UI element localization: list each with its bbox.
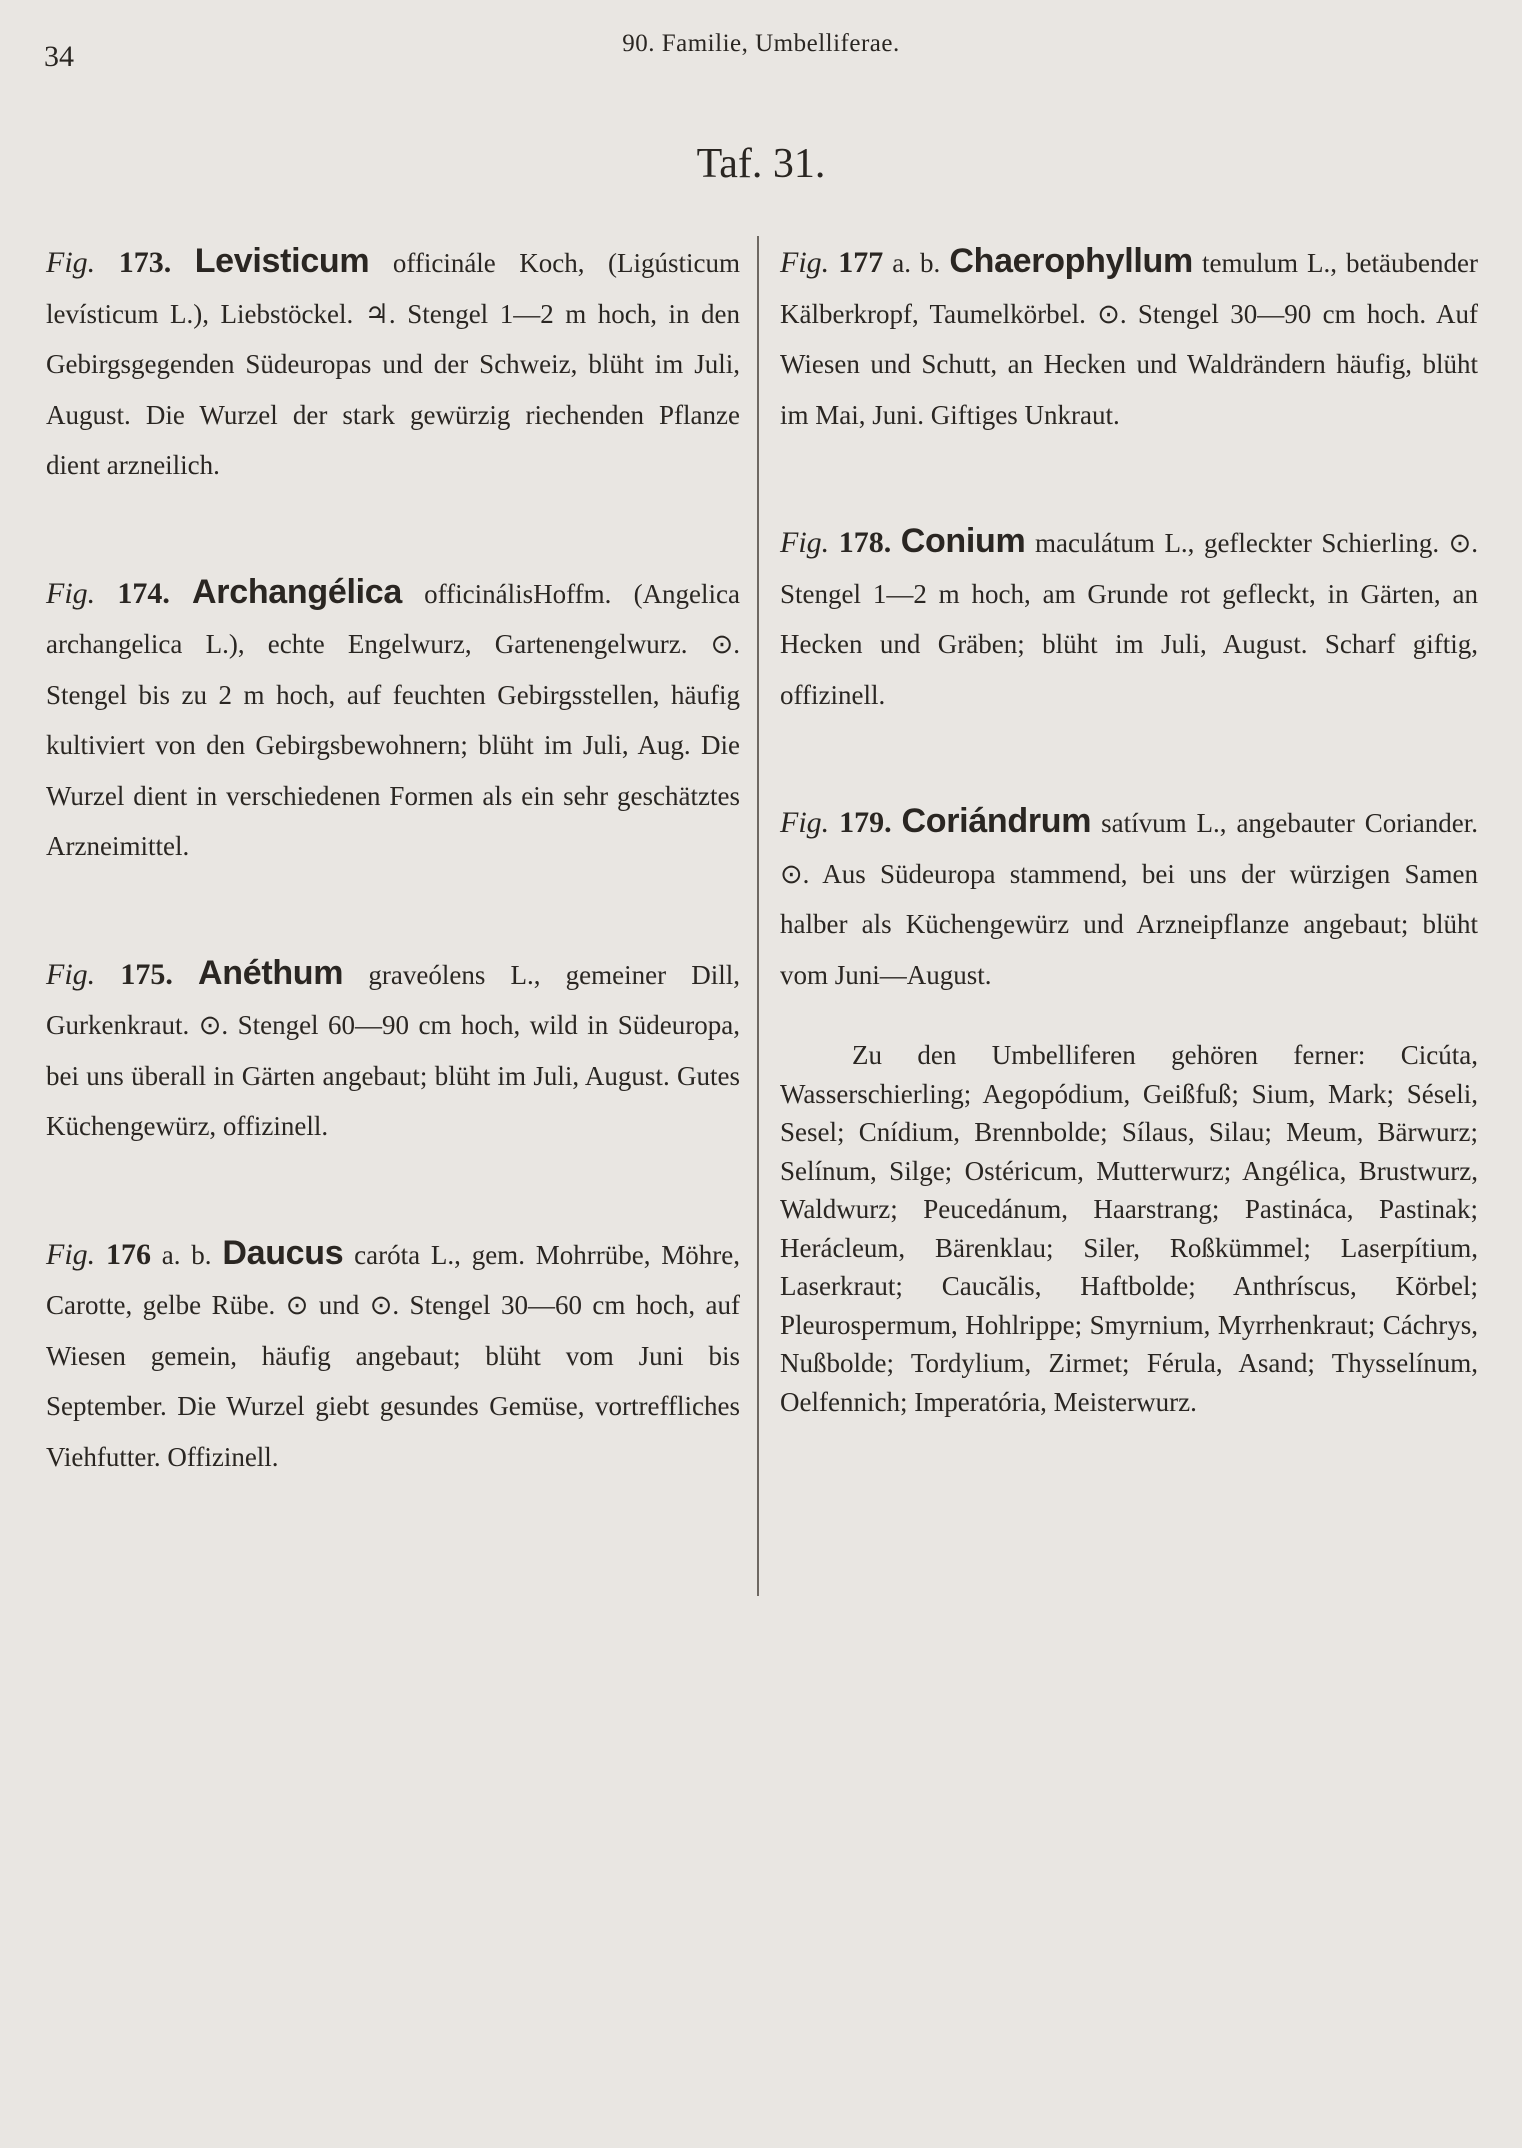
entry-fig-174 [46, 567, 740, 872]
fig-number: 177 [838, 246, 884, 279]
closing-note [780, 1036, 1478, 1421]
entry-text: satívum L., angebauter Coriander. ⊙. Aus Südeuropa stammend, bei uns der würzigen Samen halber als Küchengewürz und Arzneipflanze angebaut; blüht vom Juni—August. [780, 808, 1479, 990]
fig-number: 179. [839, 806, 892, 839]
genus-name: Daucus [222, 1233, 344, 1272]
right-column [780, 236, 1478, 1421]
fig-part-letters: a. b. [892, 248, 941, 278]
genus-name: Archangélica [192, 572, 402, 611]
entry-text: temulum L., betäubender Kälberkropf, Taumelkörbel. ⊙. Stengel 30—90 cm hoch. Auf Wiesen und Schutt, an Hecken und Waldrändern häufig, blüht im Mai, Juni. Giftiges Unkraut. [780, 248, 1478, 430]
fig-number: 175. [120, 957, 173, 991]
column-divider [757, 236, 759, 1596]
entry-fig-175 [46, 948, 740, 1152]
fig-label: Fig. [780, 526, 830, 559]
running-head: 90. Familie, Umbelliferae. [622, 30, 900, 57]
entry-text: officinálisHoffm. (Angelica archangelica L.), echte Engelwurz, Gartenengelwurz. ⊙. Stengel bis zu 2 m hoch, auf feuchten Gebirgsstellen, häufig kultiviert von den Gebirgsbewohnern; blüht im Juli, Aug. Die Wurzel dient in verschiedenen Formen als ein sehr geschätztes Arzneimittel. [46, 578, 741, 861]
fig-label: Fig. [46, 957, 96, 991]
fig-number: 176 [105, 1237, 151, 1271]
entry-text: officinále Koch, (Ligústicum levísticum L.), Liebstöckel. ♃. Stengel 1—2 m hoch, in den Gebirgsgegenden Südeuropas und der Schweiz, blüht im Juli, August. Die Wurzel der stark gewürzig riechenden Pflanze dient arzneilich. [46, 248, 741, 480]
fig-number: 174. [117, 576, 170, 610]
genus-name: Anéthum [197, 953, 344, 992]
fig-label: Fig. [780, 806, 830, 839]
fig-label: Fig. [46, 576, 96, 610]
entry-fig-173 [46, 236, 740, 491]
fig-label: Fig. [46, 1237, 96, 1271]
closing-note-text: Zu den Umbelliferen gehören ferner: Cicúta, Wasserschierling; Aegopódium, Geißfuß; Sium, Mark; Séseli, Sesel; Cnídium, Brennbolde; Sílaus, Silau; Meum, Bärwurz; Selínum, Silge; Ostéricum, Mutterwurz; Angélica, Brustwurz, Waldwurz; Peucedánum, Haarstrang; Pastináca, Pastinak; Herácleum, Bärenklau; Siler, Roßkümmel; Laserpítium, Laserkraut; Caucălis, Haftbolde; Anthríscus, Körbel; Pleurospermum, Hohlrippe; Smyrnium, Myrrhenkraut; Cáchrys, Nußbolde; Tordylium, Zirmet; Férula, Asand; Thysselínum, Oelfennich; Imperatória, Meisterwurz. [780, 1040, 1478, 1417]
entry-fig-179 [780, 796, 1478, 1000]
entry-fig-177 [780, 236, 1478, 440]
fig-label: Fig. [780, 246, 830, 279]
fig-part-letters: a. b. [161, 1239, 212, 1270]
page-number: 34 [44, 40, 74, 73]
entry-text: caróta L., gem. Mohrrübe, Möhre, Carotte, gelbe Rübe. ⊙ und ⊙. Stengel 30—60 cm hoch, auf Wiesen gemein, häufig angebaut; blüht vom Juni bis September. Die Wurzel giebt gesundes Gemüse, vortreffliches Viehfutter. Offizinell. [46, 1239, 740, 1472]
fig-label: Fig. [46, 246, 96, 279]
fig-number: 173. [118, 246, 172, 279]
genus-name: Coriándrum [901, 802, 1092, 840]
left-column [46, 236, 740, 1558]
entry-text: graveólens L., gemeiner Dill, Gurkenkraut. ⊙. Stengel 60—90 cm hoch, wild in Südeuropa, bei uns überall in Gärten angebaut; blüht im Juli, August. Gutes Küchengewürz, offizinell. [46, 959, 740, 1141]
entry-fig-176 [46, 1228, 740, 1483]
genus-name: Levisticum [194, 242, 370, 280]
entry-fig-178 [780, 516, 1478, 720]
genus-name: Chaerophyllum [949, 242, 1193, 280]
entry-text: maculátum L., gefleckter Schierling. ⊙. Stengel 1—2 m hoch, am Grunde rot gefleckt, in Gärten, an Hecken und Gräben; blüht im Juli, August. Scharf giftig, offizinell. [780, 528, 1478, 710]
genus-name: Conium [900, 522, 1026, 560]
plate-title: Taf. 31. [696, 141, 826, 187]
fig-number: 178. [838, 526, 892, 559]
